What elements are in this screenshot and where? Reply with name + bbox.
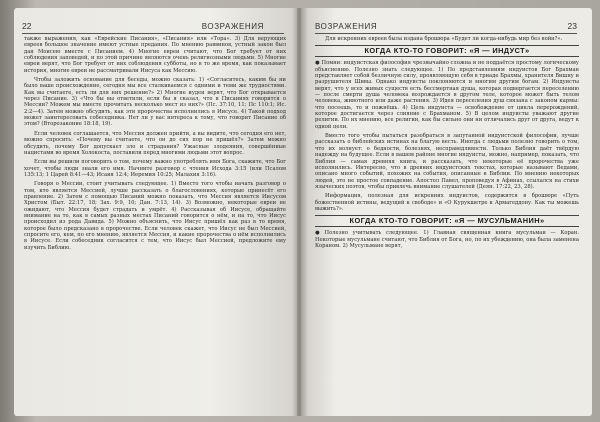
right-running-title: ВОЗРАЖЕНИЯ (315, 22, 378, 31)
paragraph: Чтобы заложить основание для беседы, можно сказать: 1) «Согласитесь, каким бы ни было ваше происхождение, сегодня мы все сталкиваемся с одними и теми же трудностями. Как вы считаете, есть ли для них решение?» 2) Многие иудеи верят, что Бог открывается через Писание. 3) «Что бы вы ответили, если бы я сказал, что в Писаниях говорится о Мессии? Можем мы вместе прочитать несколько мест из них?» (Пс. 37:10, 11; Пс 110:1; Ис. 2:2—4). Затем можно обсудить, как эти пророчества исполнились в Иисусе. 4) Такой подход может заинтересовать собеседника. Нет ли у вас интереса к тому, что говорит Писание об этом? (Второзаконие 18:18, 19). (24, 77, 286, 128)
left-running-title: ВОЗРАЖЕНИЯ (201, 22, 264, 31)
section-heading-hindu: КОГДА КТО-ТО ГОВОРИТ: «Я — ИНДУСТ» (315, 45, 579, 57)
paragraph: Вместо того чтобы пытаться разобраться в запутанной индуистской философии, лучше рассказать о библейских истинах на благую весть. Иногда с людьми полезно говорить о том, что их волнует: о бедности, болезнях, несправедливости. Только Библия даёт твёрдую надежду на будущее. Если в вашем районе многие индуисты, можно, например, показать, что Библия — самая древняя книга, и рассказать, что некоторые её пророчества уже исполнились. Интересно, что в древних индуистских текстах, которые называют Ведами, описано много событий, похожих на события, описанные в Библии. По мнению некоторых людей, это не простое совпадение. Апостол Павел, проповедуя в Афинах, ссылался на стихи языческих поэтов, чтобы привлечь внимание слушателей (Деян. 17:22, 23, 28). (315, 133, 579, 190)
right-running-header (315, 22, 577, 34)
left-running-header (22, 22, 284, 34)
left-page-number: 22 (22, 21, 32, 31)
paragraph-text: Полезно учитывать следующее. 1) Главная священная книга мусульман — Коран. Некоторые мусульмане считают, что Библия от Бога, но, по их убеждению, она была заменена Кораном. 2) Мусульмане верят, (315, 230, 579, 249)
book-gutter (292, 8, 308, 416)
paragraph-text: Помни: индуистская философия чрезвычайно сложна и не поддаётся простому логическому объяснению. Полезно знать следующее. 1) По представлениям индуистов Бог Брахман представляет собой безличную силу, проявляющую себя в триаде Брахмы, хранителя Вишну и разрушителя Шивы. Однако индуисты поклоняются и многим другим богам. 2) Индуисты верят, что у всех живых существ есть бессмертная душа, которая подвергается переселению — после смерти душа человека возрождается в другом теле, которое может быть телом человека, животного или даже растения. 3) Идея переселения душ связана с законом кармы: что посеешь, то и пожнёшь. 4) Цель индуиста — освобождение от цикла перерождений, которое достигается через слияние с Брахманом. 5) В целом индуисты уважают другие религии. По их мнению, все религии, как бы сильно они ни отличались друг от друга, ведут к одной цели. (315, 60, 579, 130)
left-page (14, 8, 297, 416)
bullet-icon: ● (315, 60, 320, 67)
left-page-body (24, 36, 286, 254)
paragraph: Если вы решили поговорить о том, почему важно употреблять имя Бога, скажите, что Бог хочет, чтобы люди знали его имя. Начните разговор с чтения Исхода 3:15 (или Псалом 135:13; 1 Царей 8:41—43; Исаия 12:4; Иеремия 10:25; Малахия 3:16). (24, 159, 286, 178)
paragraph: Если человек соглашается, что Мессия должен прийти, а вы видите, что сегодня его нет, можно спросить: «Почему вы считаете, что он до сих пор не пришёл?» Затем можно обсудить, почему Бог допускает зло и страдания? Ужасные злодеяния, совершённые нацистами во время Холокоста, поставили перед многими людьми этот вопрос. (24, 130, 286, 156)
right-page-body (315, 36, 579, 252)
right-page (301, 8, 592, 416)
paragraph (315, 60, 579, 130)
paragraph (315, 230, 579, 249)
bullet-icon: ● (315, 230, 323, 237)
paragraph: также выражения, как «Еврейские Писания», «Писания» или «Тора». 3) Для верующих евреев большое значение имеют устные предания. По мнению раввинов, устный закон был дан Моисею вместе с Писанием. 4) Многие евреи считают, что Бог требует от них соблюдения заповедей, и по этой причине являются очень религиозными людьми. 5) Многие евреи верят, что Бог требует от них соблюдения субботы, но в то же время, как показывает история, многие евреи не рассматривали Иисуса как Мессию. (24, 36, 286, 74)
section-heading-muslim: КОГДА КТО-ТО ГОВОРИТ: «Я — МУСУЛЬМАНИН» (315, 215, 579, 227)
paragraph: Информация, полезная для искренних индуистов, содержится в брошюре «Путь божественной истины, ведущий к свободе» и «О Курукшетре к Армагеддону. Как ты можешь выжить?». (315, 193, 579, 212)
paragraph: Для искренних евреев была издана брошюра «Будет ли когда-нибудь мир без войн?». (325, 36, 563, 42)
paragraph: Говоря о Мессии, стоит учитывать следующее. 1) Вместо того чтобы начать разговор о том, кто является Мессией, лучше рассказать о благословениях, которые принесёт его правление. 2) Затем с помощью Писаний можно показать, что Мессия является Иисусом Христом (Быт. 22:17, 18; Зах. 9:9, 10; Дан. 7:13, 14). 3) Возможно, некоторые евреи не ожидают, что Мессия будет страдать и умрёт. 4) Рассказывая об Иисусе, обращайте внимание на то, как в самых разных местах Писаний говорится о нём, и на то, что Иисус происходил из рода Давида. 5) Можно объяснить, что Иисус пришёл как раз в то время, которое было предсказано в пророчестве. Если человек скажет, что Иисус не был Мессией, спросите его, кем, по его мнению, является Мессия, и какие пророчества о нём исполнились в Иисусе. Если собеседник согласится с тем, что Иисус был Мессией, предложите ему изучить Библию. (24, 181, 286, 251)
right-page-number: 23 (567, 21, 577, 31)
